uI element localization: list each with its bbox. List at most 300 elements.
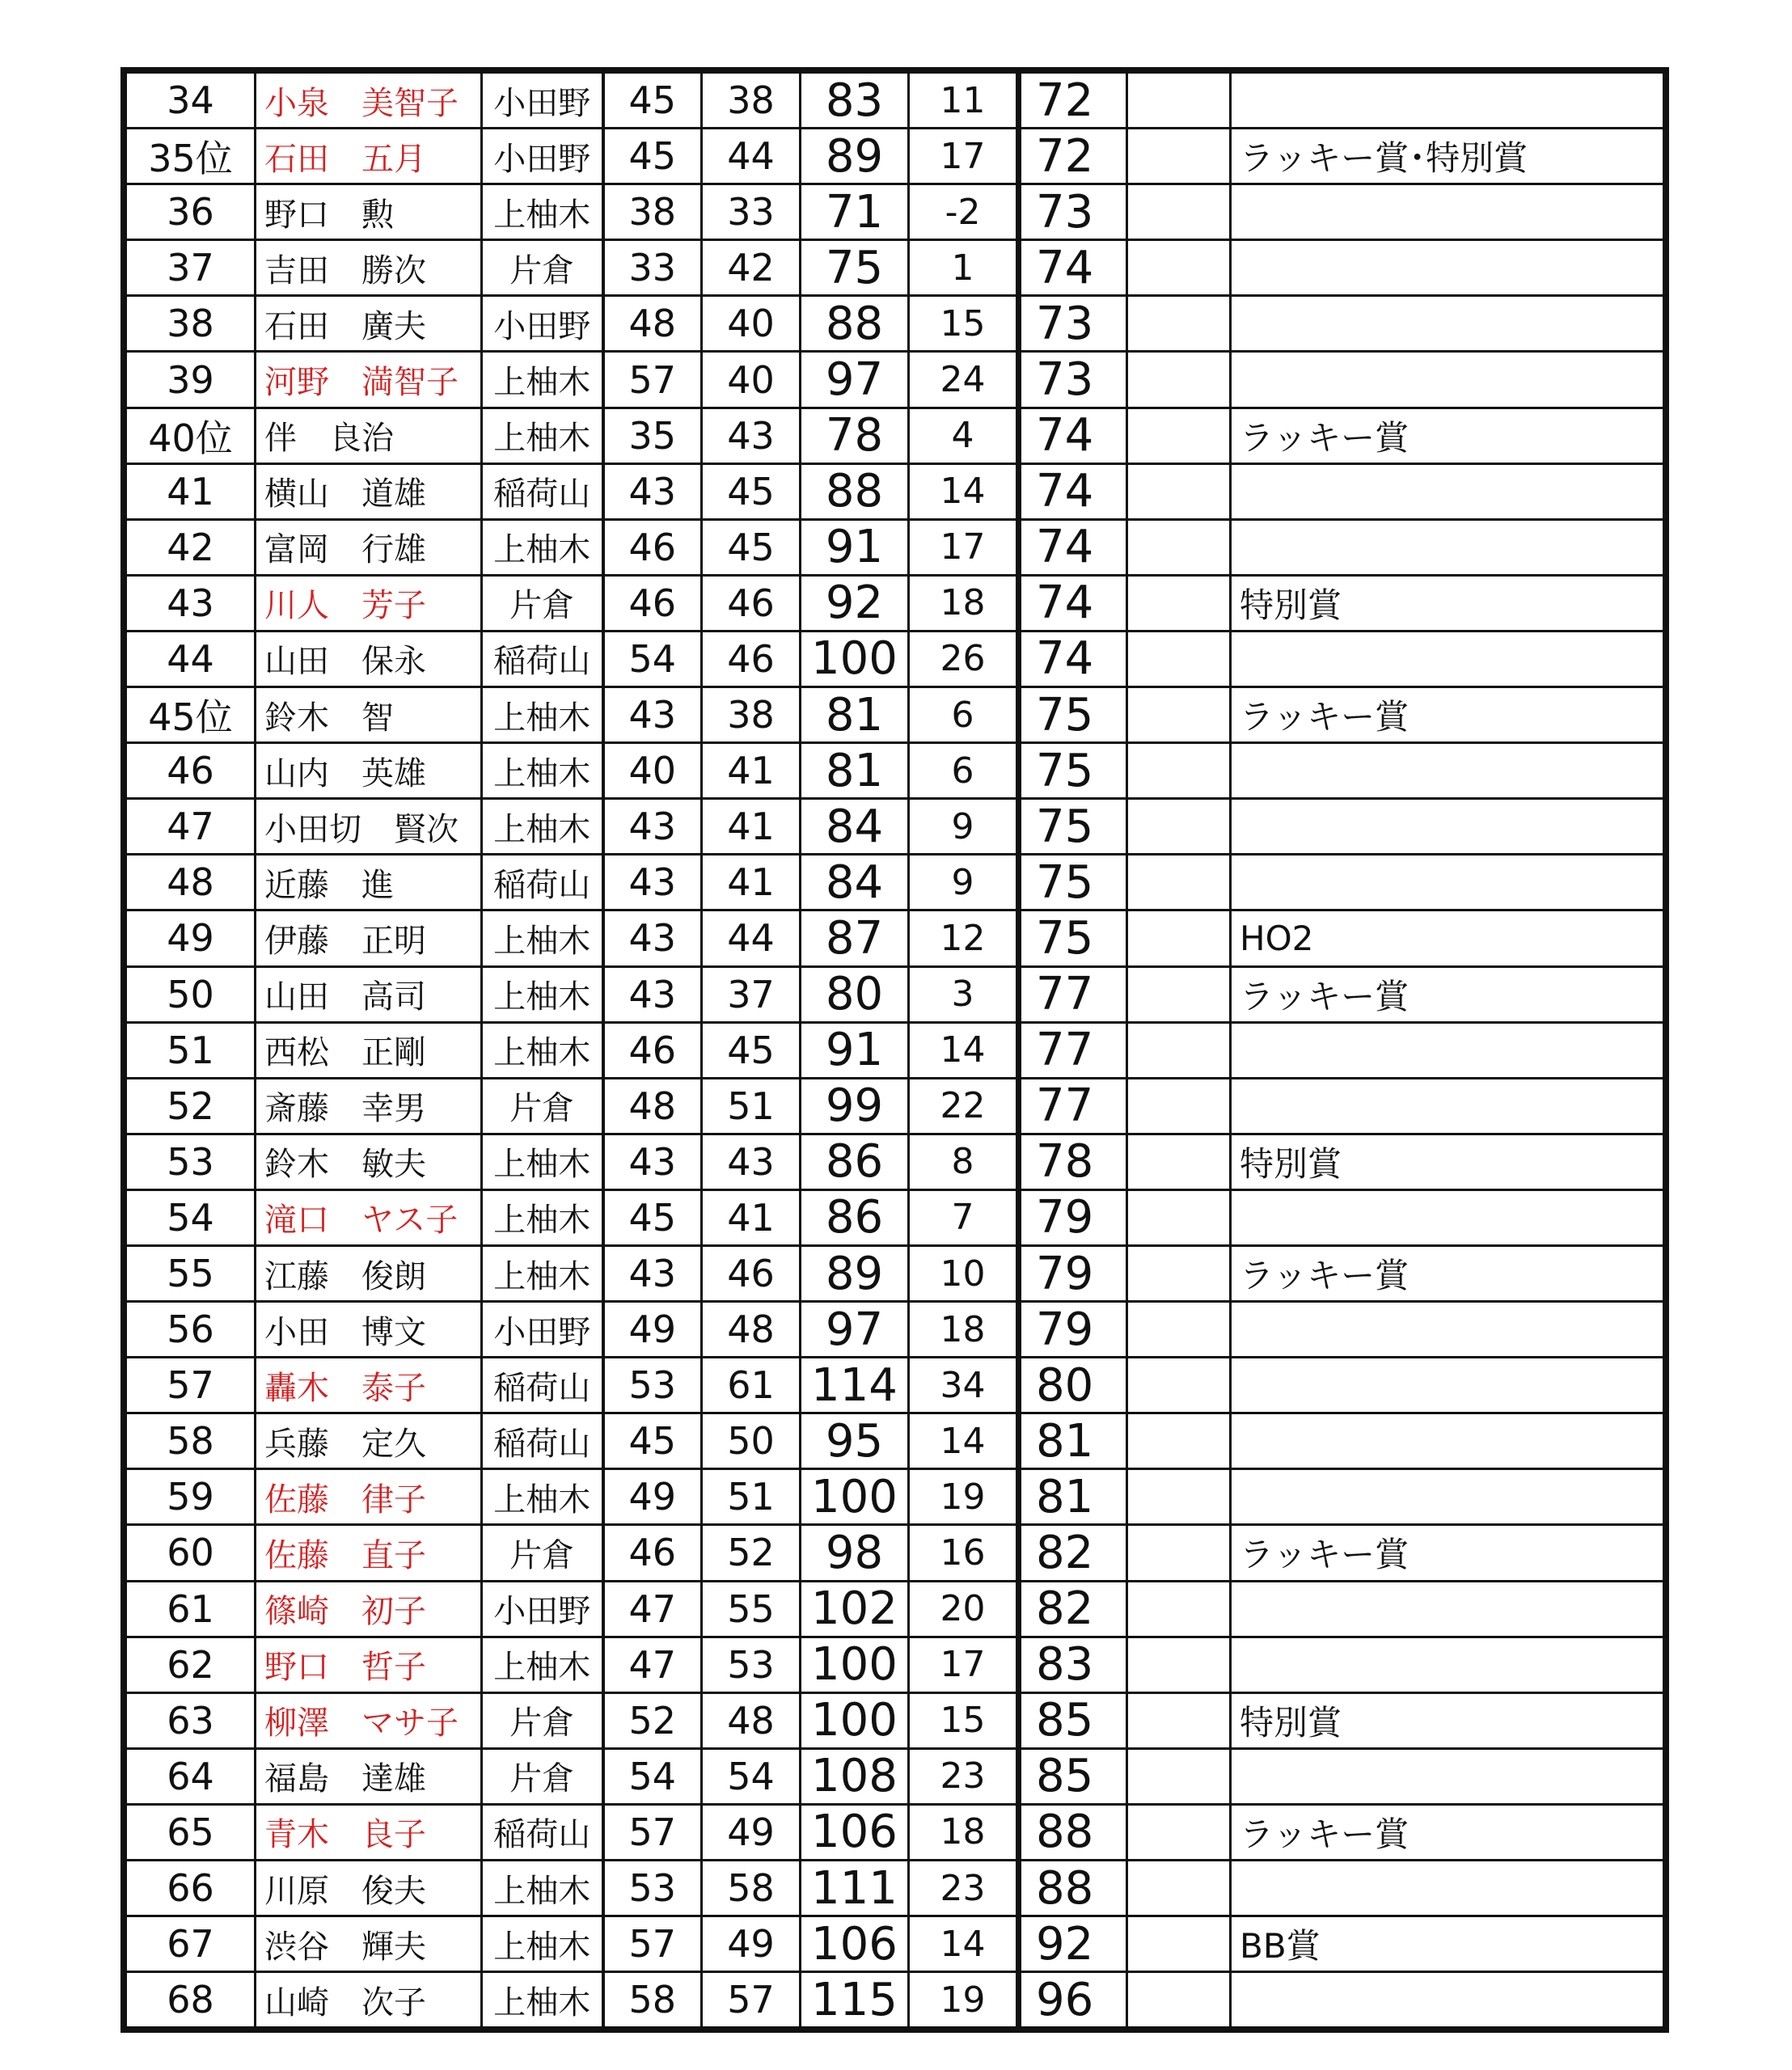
hdcp-cell: 20 <box>909 1581 1019 1637</box>
out-cell: 53 <box>603 1358 702 1413</box>
blank-cell <box>1127 296 1231 352</box>
note-cell <box>1231 1189 1664 1245</box>
table-row <box>126 1637 1664 1692</box>
table-row <box>126 519 1664 575</box>
note-cell: ラッキー賞 <box>1231 687 1664 743</box>
gross-cell: 78 <box>801 408 909 463</box>
net-cell: 82 <box>1019 1525 1127 1581</box>
rank-cell: 35位 <box>126 129 256 184</box>
name-cell: 兵藤 定久 <box>256 1413 482 1469</box>
hdcp-cell: 9 <box>909 799 1019 855</box>
table-row <box>126 799 1664 855</box>
name-cell: 小泉 美智子 <box>256 73 482 129</box>
rank-cell: 46 <box>126 743 256 799</box>
hdcp-cell: 18 <box>909 1804 1019 1860</box>
in-cell: 57 <box>702 1972 801 2028</box>
rank-cell: 42 <box>126 519 256 575</box>
blank-cell <box>1127 1245 1231 1301</box>
hdcp-cell: 12 <box>909 910 1019 966</box>
rank-cell: 47 <box>126 799 256 855</box>
blank-cell <box>1127 519 1231 575</box>
blank-cell <box>1127 1861 1231 1916</box>
gross-cell: 100 <box>801 1469 909 1525</box>
hdcp-cell: 1 <box>909 240 1019 296</box>
hdcp-cell: 18 <box>909 575 1019 631</box>
club-cell: 上柚木 <box>482 408 603 463</box>
table-row <box>126 1804 1664 1860</box>
rank-cell: 65 <box>126 1804 256 1860</box>
hdcp-cell: 23 <box>909 1748 1019 1804</box>
rank-cell: 51 <box>126 1022 256 1078</box>
table-row <box>126 1581 1664 1637</box>
note-cell: ラッキー賞 <box>1231 408 1664 463</box>
blank-cell <box>1127 1022 1231 1078</box>
rank-cell: 58 <box>126 1413 256 1469</box>
club-cell: 上柚木 <box>482 1245 603 1301</box>
note-cell <box>1231 743 1664 799</box>
club-cell: 上柚木 <box>482 1637 603 1692</box>
club-cell: 稲荷山 <box>482 463 603 519</box>
in-cell: 44 <box>702 910 801 966</box>
rank-cell: 66 <box>126 1861 256 1916</box>
club-cell: 片倉 <box>482 575 603 631</box>
club-cell: 上柚木 <box>482 1916 603 1972</box>
blank-cell <box>1127 799 1231 855</box>
out-cell: 48 <box>603 296 702 352</box>
club-cell: 上柚木 <box>482 966 603 1022</box>
note-cell: HO2 <box>1231 910 1664 966</box>
hdcp-cell: 3 <box>909 966 1019 1022</box>
table-row <box>126 73 1664 129</box>
note-cell <box>1231 1581 1664 1637</box>
table-row <box>126 463 1664 519</box>
in-cell: 46 <box>702 1245 801 1301</box>
net-cell: 74 <box>1019 463 1127 519</box>
out-cell: 57 <box>603 1804 702 1860</box>
net-cell: 77 <box>1019 1022 1127 1078</box>
blank-cell <box>1127 73 1231 129</box>
out-cell: 43 <box>603 855 702 910</box>
note-cell: ラッキー賞 <box>1231 1525 1664 1581</box>
name-cell: 石田 五月 <box>256 129 482 184</box>
in-cell: 55 <box>702 1581 801 1637</box>
hdcp-cell: 24 <box>909 352 1019 408</box>
in-cell: 43 <box>702 1134 801 1189</box>
name-cell: 佐藤 直子 <box>256 1525 482 1581</box>
rank-cell: 62 <box>126 1637 256 1692</box>
club-cell: 上柚木 <box>482 1469 603 1525</box>
club-cell: 稲荷山 <box>482 1358 603 1413</box>
in-cell: 41 <box>702 1189 801 1245</box>
club-cell: 片倉 <box>482 1748 603 1804</box>
hdcp-cell: 19 <box>909 1972 1019 2028</box>
hdcp-cell: 8 <box>909 1134 1019 1189</box>
table-row <box>126 1245 1664 1301</box>
out-cell: 43 <box>603 1245 702 1301</box>
rank-cell: 54 <box>126 1189 256 1245</box>
club-cell: 上柚木 <box>482 799 603 855</box>
name-cell: 西松 正剛 <box>256 1022 482 1078</box>
gross-cell: 71 <box>801 184 909 240</box>
blank-cell <box>1127 1692 1231 1748</box>
in-cell: 40 <box>702 296 801 352</box>
club-cell: 稲荷山 <box>482 1804 603 1860</box>
name-cell: 富岡 行雄 <box>256 519 482 575</box>
hdcp-cell: 26 <box>909 631 1019 686</box>
club-cell: 上柚木 <box>482 1972 603 2028</box>
rank-cell: 64 <box>126 1748 256 1804</box>
hdcp-cell: 18 <box>909 1302 1019 1358</box>
rank-cell: 53 <box>126 1134 256 1189</box>
out-cell: 47 <box>603 1637 702 1692</box>
rank-cell: 40位 <box>126 408 256 463</box>
note-cell: ラッキー賞 <box>1231 966 1664 1022</box>
table-row <box>126 129 1664 184</box>
in-cell: 43 <box>702 408 801 463</box>
in-cell: 38 <box>702 73 801 129</box>
name-cell: 野口 勲 <box>256 184 482 240</box>
note-cell <box>1231 1302 1664 1358</box>
name-cell: 青木 良子 <box>256 1804 482 1860</box>
out-cell: 53 <box>603 1861 702 1916</box>
blank-cell <box>1127 129 1231 184</box>
rank-cell: 57 <box>126 1358 256 1413</box>
rank-cell: 52 <box>126 1078 256 1134</box>
net-cell: 75 <box>1019 743 1127 799</box>
name-cell: 小田 博文 <box>256 1302 482 1358</box>
note-cell <box>1231 296 1664 352</box>
in-cell: 46 <box>702 631 801 686</box>
blank-cell <box>1127 1748 1231 1804</box>
net-cell: 74 <box>1019 408 1127 463</box>
hdcp-cell: 15 <box>909 296 1019 352</box>
net-cell: 77 <box>1019 966 1127 1022</box>
net-cell: 81 <box>1019 1469 1127 1525</box>
note-cell: ラッキー賞 <box>1231 1804 1664 1860</box>
out-cell: 48 <box>603 1078 702 1134</box>
net-cell: 75 <box>1019 910 1127 966</box>
gross-cell: 86 <box>801 1134 909 1189</box>
note-cell <box>1231 1413 1664 1469</box>
note-cell <box>1231 1861 1664 1916</box>
gross-cell: 98 <box>801 1525 909 1581</box>
out-cell: 45 <box>603 1413 702 1469</box>
name-cell: 柳澤 マサ子 <box>256 1692 482 1748</box>
gross-cell: 115 <box>801 1972 909 2028</box>
name-cell: 山崎 次子 <box>256 1972 482 2028</box>
gross-cell: 89 <box>801 1245 909 1301</box>
net-cell: 92 <box>1019 1916 1127 1972</box>
hdcp-cell: 14 <box>909 463 1019 519</box>
out-cell: 43 <box>603 1134 702 1189</box>
gross-cell: 99 <box>801 1078 909 1134</box>
club-cell: 片倉 <box>482 240 603 296</box>
blank-cell <box>1127 1916 1231 1972</box>
name-cell: 山内 英雄 <box>256 743 482 799</box>
blank-cell <box>1127 1134 1231 1189</box>
net-cell: 75 <box>1019 855 1127 910</box>
gross-cell: 89 <box>801 129 909 184</box>
in-cell: 48 <box>702 1692 801 1748</box>
out-cell: 58 <box>603 1972 702 2028</box>
net-cell: 73 <box>1019 296 1127 352</box>
name-cell: 福島 達雄 <box>256 1748 482 1804</box>
name-cell: 石田 廣夫 <box>256 296 482 352</box>
club-cell: 上柚木 <box>482 519 603 575</box>
club-cell: 片倉 <box>482 1692 603 1748</box>
note-cell <box>1231 631 1664 686</box>
net-cell: 75 <box>1019 687 1127 743</box>
in-cell: 58 <box>702 1861 801 1916</box>
blank-cell <box>1127 352 1231 408</box>
net-cell: 85 <box>1019 1748 1127 1804</box>
club-cell: 片倉 <box>482 1525 603 1581</box>
gross-cell: 80 <box>801 966 909 1022</box>
gross-cell: 83 <box>801 73 909 129</box>
out-cell: 49 <box>603 1469 702 1525</box>
table-row <box>126 408 1664 463</box>
note-cell: 特別賞 <box>1231 1134 1664 1189</box>
note-cell <box>1231 1078 1664 1134</box>
rank-cell: 63 <box>126 1692 256 1748</box>
hdcp-cell: 15 <box>909 1692 1019 1748</box>
blank-cell <box>1127 1469 1231 1525</box>
gross-cell: 88 <box>801 296 909 352</box>
gross-cell: 102 <box>801 1581 909 1637</box>
name-cell: 鈴木 敏夫 <box>256 1134 482 1189</box>
blank-cell <box>1127 1972 1231 2028</box>
table-row <box>126 575 1664 631</box>
gross-cell: 86 <box>801 1189 909 1245</box>
blank-cell <box>1127 687 1231 743</box>
out-cell: 45 <box>603 73 702 129</box>
blank-cell <box>1127 1358 1231 1413</box>
club-cell: 小田野 <box>482 296 603 352</box>
name-cell: 野口 哲子 <box>256 1637 482 1692</box>
club-cell: 上柚木 <box>482 1022 603 1078</box>
out-cell: 43 <box>603 463 702 519</box>
table-row <box>126 910 1664 966</box>
rank-cell: 44 <box>126 631 256 686</box>
note-cell <box>1231 352 1664 408</box>
blank-cell <box>1127 1804 1231 1860</box>
blank-cell <box>1127 1302 1231 1358</box>
name-cell: 鈴木 智 <box>256 687 482 743</box>
hdcp-cell: 4 <box>909 408 1019 463</box>
out-cell: 54 <box>603 631 702 686</box>
table-row <box>126 240 1664 296</box>
out-cell: 43 <box>603 799 702 855</box>
name-cell: 小田切 賢次 <box>256 799 482 855</box>
table-row <box>126 352 1664 408</box>
out-cell: 43 <box>603 966 702 1022</box>
gross-cell: 88 <box>801 463 909 519</box>
rank-cell: 55 <box>126 1245 256 1301</box>
rank-cell: 68 <box>126 1972 256 2028</box>
out-cell: 35 <box>603 408 702 463</box>
hdcp-cell: 17 <box>909 519 1019 575</box>
in-cell: 46 <box>702 575 801 631</box>
out-cell: 47 <box>603 1581 702 1637</box>
in-cell: 52 <box>702 1525 801 1581</box>
net-cell: 74 <box>1019 519 1127 575</box>
table-row <box>126 1692 1664 1748</box>
rank-cell: 48 <box>126 855 256 910</box>
gross-cell: 106 <box>801 1916 909 1972</box>
table-row <box>126 1972 1664 2028</box>
blank-cell <box>1127 631 1231 686</box>
blank-cell <box>1127 966 1231 1022</box>
blank-cell <box>1127 463 1231 519</box>
table-row <box>126 1469 1664 1525</box>
gross-cell: 100 <box>801 1692 909 1748</box>
out-cell: 40 <box>603 743 702 799</box>
hdcp-cell: 17 <box>909 1637 1019 1692</box>
hdcp-cell: 14 <box>909 1916 1019 1972</box>
name-cell: 川原 俊夫 <box>256 1861 482 1916</box>
net-cell: 72 <box>1019 73 1127 129</box>
net-cell: 79 <box>1019 1245 1127 1301</box>
blank-cell <box>1127 1189 1231 1245</box>
note-cell <box>1231 855 1664 910</box>
note-cell <box>1231 184 1664 240</box>
club-cell: 小田野 <box>482 129 603 184</box>
table-row <box>126 1302 1664 1358</box>
out-cell: 43 <box>603 687 702 743</box>
table-row <box>126 1525 1664 1581</box>
table-row <box>126 184 1664 240</box>
name-cell: 篠崎 初子 <box>256 1581 482 1637</box>
hdcp-cell: 9 <box>909 855 1019 910</box>
club-cell: 上柚木 <box>482 1189 603 1245</box>
table-row <box>126 1916 1664 1972</box>
name-cell: 近藤 進 <box>256 855 482 910</box>
net-cell: 82 <box>1019 1581 1127 1637</box>
note-cell: ラッキー賞 <box>1231 1245 1664 1301</box>
club-cell: 上柚木 <box>482 687 603 743</box>
gross-cell: 111 <box>801 1861 909 1916</box>
note-cell <box>1231 73 1664 129</box>
blank-cell <box>1127 743 1231 799</box>
rank-cell: 45位 <box>126 687 256 743</box>
blank-cell <box>1127 1413 1231 1469</box>
rank-cell: 38 <box>126 296 256 352</box>
note-cell <box>1231 240 1664 296</box>
club-cell: 上柚木 <box>482 184 603 240</box>
in-cell: 42 <box>702 240 801 296</box>
gross-cell: 92 <box>801 575 909 631</box>
name-cell: 吉田 勝次 <box>256 240 482 296</box>
blank-cell <box>1127 1637 1231 1692</box>
out-cell: 46 <box>603 519 702 575</box>
out-cell: 57 <box>603 1916 702 1972</box>
club-cell: 稲荷山 <box>482 855 603 910</box>
note-cell <box>1231 1637 1664 1692</box>
name-cell: 山田 保永 <box>256 631 482 686</box>
table-row <box>126 966 1664 1022</box>
hdcp-cell: 14 <box>909 1413 1019 1469</box>
club-cell: 上柚木 <box>482 743 603 799</box>
net-cell: 85 <box>1019 1692 1127 1748</box>
out-cell: 46 <box>603 1525 702 1581</box>
net-cell: 96 <box>1019 1972 1127 2028</box>
in-cell: 37 <box>702 966 801 1022</box>
note-cell <box>1231 799 1664 855</box>
name-cell: 滝口 ヤス子 <box>256 1189 482 1245</box>
rank-cell: 39 <box>126 352 256 408</box>
in-cell: 49 <box>702 1804 801 1860</box>
in-cell: 51 <box>702 1078 801 1134</box>
club-cell: 上柚木 <box>482 910 603 966</box>
net-cell: 88 <box>1019 1861 1127 1916</box>
gross-cell: 100 <box>801 1637 909 1692</box>
out-cell: 54 <box>603 1748 702 1804</box>
gross-cell: 114 <box>801 1358 909 1413</box>
out-cell: 38 <box>603 184 702 240</box>
table-row <box>126 1134 1664 1189</box>
hdcp-cell: 6 <box>909 687 1019 743</box>
rank-cell: 43 <box>126 575 256 631</box>
name-cell: 横山 道雄 <box>256 463 482 519</box>
club-cell: 小田野 <box>482 73 603 129</box>
in-cell: 40 <box>702 352 801 408</box>
in-cell: 54 <box>702 1748 801 1804</box>
note-cell <box>1231 1022 1664 1078</box>
net-cell: 74 <box>1019 575 1127 631</box>
name-cell: 伴 良治 <box>256 408 482 463</box>
net-cell: 79 <box>1019 1302 1127 1358</box>
hdcp-cell: 22 <box>909 1078 1019 1134</box>
net-cell: 79 <box>1019 1189 1127 1245</box>
in-cell: 38 <box>702 687 801 743</box>
blank-cell <box>1127 240 1231 296</box>
note-cell <box>1231 1358 1664 1413</box>
net-cell: 73 <box>1019 352 1127 408</box>
table-row <box>126 855 1664 910</box>
net-cell: 77 <box>1019 1078 1127 1134</box>
name-cell: 江藤 俊朗 <box>256 1245 482 1301</box>
name-cell: 川人 芳子 <box>256 575 482 631</box>
note-cell <box>1231 1972 1664 2028</box>
in-cell: 44 <box>702 129 801 184</box>
rank-cell: 37 <box>126 240 256 296</box>
results-table-body <box>126 73 1664 2028</box>
rank-cell: 61 <box>126 1581 256 1637</box>
blank-cell <box>1127 910 1231 966</box>
out-cell: 43 <box>603 910 702 966</box>
in-cell: 50 <box>702 1413 801 1469</box>
in-cell: 33 <box>702 184 801 240</box>
net-cell: 83 <box>1019 1637 1127 1692</box>
gross-cell: 106 <box>801 1804 909 1860</box>
in-cell: 41 <box>702 743 801 799</box>
table-row <box>126 1861 1664 1916</box>
net-cell: 88 <box>1019 1804 1127 1860</box>
out-cell: 57 <box>603 352 702 408</box>
table-row <box>126 743 1664 799</box>
hdcp-cell: 19 <box>909 1469 1019 1525</box>
blank-cell <box>1127 184 1231 240</box>
in-cell: 41 <box>702 799 801 855</box>
blank-cell <box>1127 855 1231 910</box>
in-cell: 45 <box>702 519 801 575</box>
in-cell: 61 <box>702 1358 801 1413</box>
hdcp-cell: 7 <box>909 1189 1019 1245</box>
table-row <box>126 1078 1664 1134</box>
club-cell: 上柚木 <box>482 1134 603 1189</box>
hdcp-cell: 16 <box>909 1525 1019 1581</box>
net-cell: 75 <box>1019 799 1127 855</box>
